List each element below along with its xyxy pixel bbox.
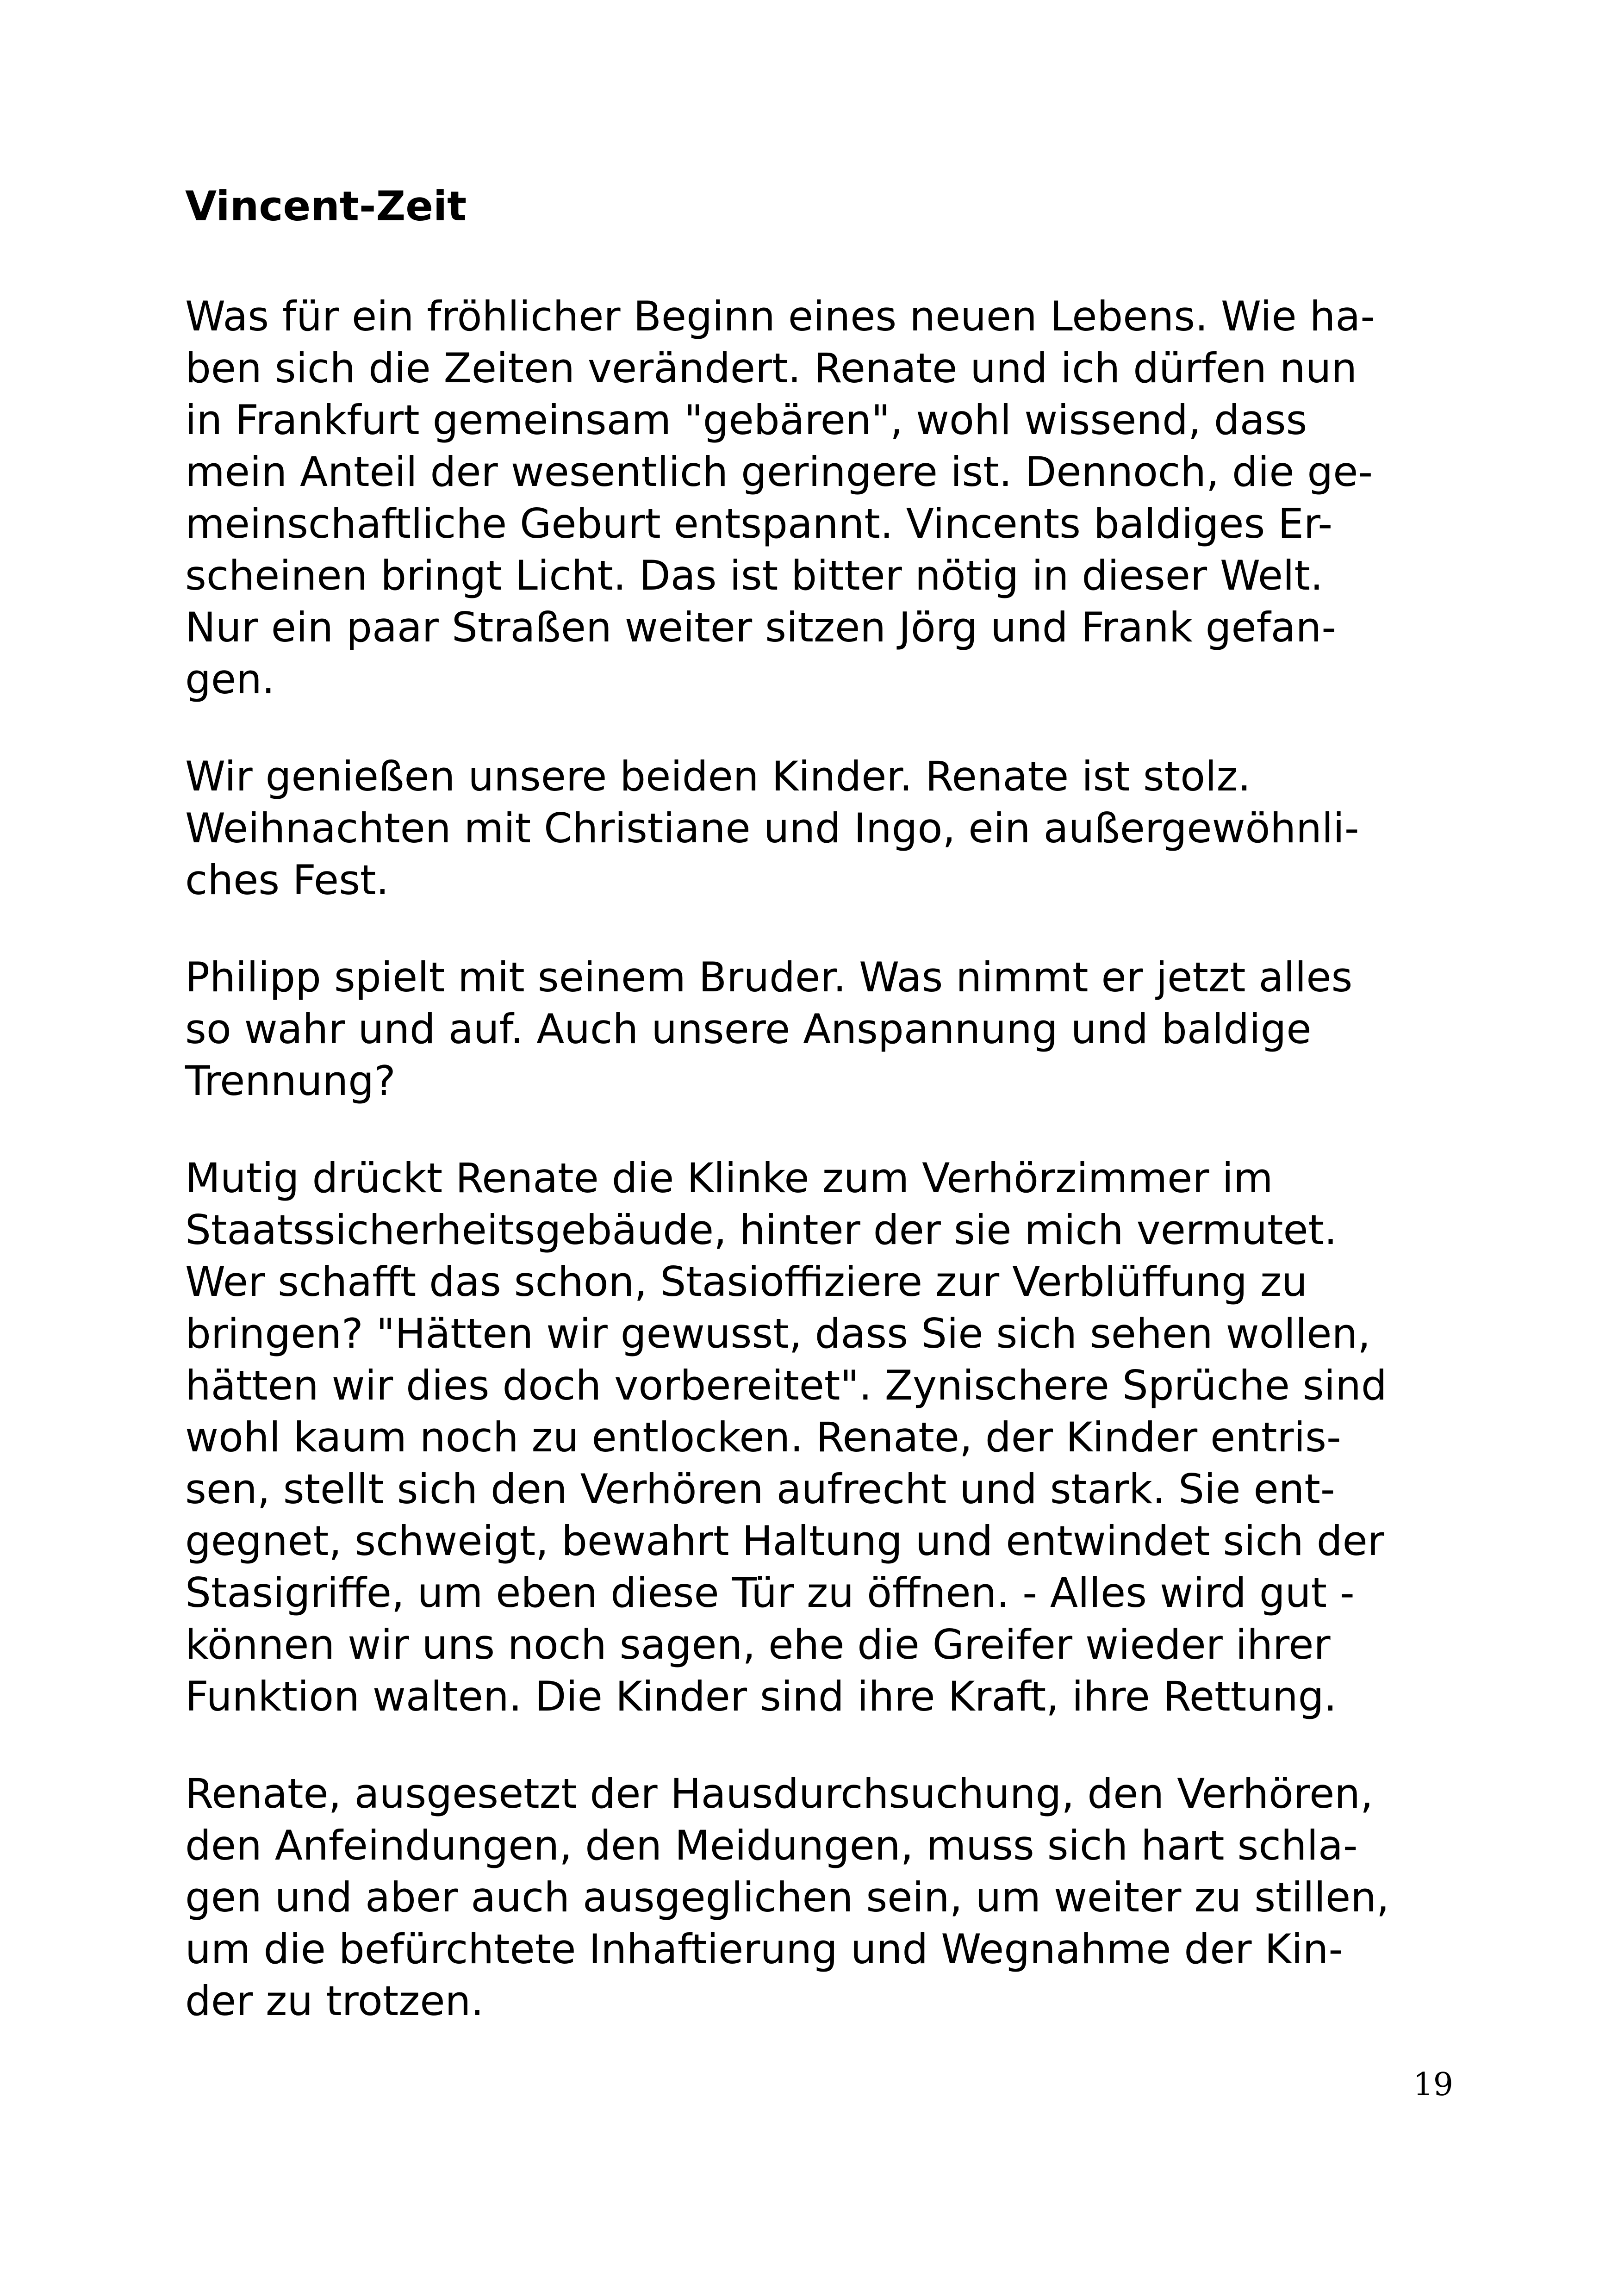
- text-line: Was für ein fröhlicher Beginn eines neuen Lebens. Wie ha-: [185, 292, 1375, 340]
- text-line: meinschaftliche Geburt entspannt. Vincents baldiges Er-: [185, 500, 1333, 548]
- paragraph: [185, 1768, 1453, 2027]
- text-line: so wahr und auf. Auch unsere Anspannung und baldige: [185, 1005, 1312, 1053]
- paragraph: [185, 1152, 1453, 1723]
- text-line: in Frankfurt gemeinsam "gebären", wohl wissend, dass: [185, 396, 1307, 444]
- text-line: wohl kaum noch zu entlocken. Renate, der Kinder entris-: [185, 1413, 1341, 1461]
- text-line: Philipp spielt mit seinem Bruder. Was nimmt er jetzt alles: [185, 953, 1353, 1001]
- paragraph: [185, 751, 1453, 906]
- text-line: der zu trotzen.: [185, 1977, 484, 2025]
- text-line: den Anfeindungen, den Meidungen, muss sich hart schla-: [185, 1822, 1358, 1869]
- chapter-title: Vincent-Zeit: [185, 182, 467, 230]
- text-line: Renate, ausgesetzt der Hausdurchsuchung, den Verhören,: [185, 1770, 1373, 1817]
- text-line: sen, stellt sich den Verhören aufrecht und stark. Sie ent-: [185, 1465, 1335, 1513]
- text-line: können wir uns noch sagen, ehe die Greifer wieder ihrer: [185, 1621, 1331, 1668]
- paragraph: [185, 952, 1453, 1107]
- text-line: gen.: [185, 655, 275, 703]
- text-line: bringen? "Hätten wir gewusst, dass Sie sich sehen wollen,: [185, 1310, 1371, 1357]
- text-line: scheinen bringt Licht. Das ist bitter nötig in dieser Welt.: [185, 552, 1323, 599]
- text-line: um die befürchtete Inhaftierung und Wegnahme der Kin-: [185, 1925, 1344, 1973]
- text-line: gen und aber auch ausgeglichen sein, um weiter zu stillen,: [185, 1873, 1389, 1921]
- text-line: Weihnachten mit Christiane und Ingo, ein außergewöhnli-: [185, 804, 1359, 852]
- text-line: Trennung?: [185, 1057, 396, 1105]
- text-line: Stasigriffe, um eben diese Tür zu öffnen. - Alles wird gut -: [185, 1569, 1355, 1617]
- text-line: ches Fest.: [185, 856, 389, 904]
- page-content: [185, 180, 1453, 2072]
- text-line: Wer schafft das schon, Stasioffiziere zur Verblüffung zu: [185, 1258, 1307, 1306]
- text-line: Nur ein paar Straßen weiter sitzen Jörg und Frank gefan-: [185, 604, 1337, 651]
- text-line: Funktion walten. Die Kinder sind ihre Kraft, ihre Rettung.: [185, 1673, 1337, 1720]
- paragraph: [185, 291, 1453, 705]
- text-line: Wir genießen unsere beiden Kinder. Renate ist stolz.: [185, 753, 1251, 800]
- text-line: hätten wir dies doch vorbereitet". Zynischere Sprüche sind: [185, 1362, 1387, 1409]
- text-line: ben sich die Zeiten verändert. Renate und ich dürfen nun: [185, 344, 1357, 392]
- body-text: [185, 291, 1453, 2027]
- page-number: 19: [1413, 2066, 1453, 2103]
- text-line: Staatssicherheitsgebäude, hinter der sie mich vermutet.: [185, 1206, 1338, 1254]
- text-line: mein Anteil der wesentlich geringere ist. Dennoch, die ge-: [185, 448, 1373, 496]
- text-line: gegnet, schweigt, bewahrt Haltung und entwindet sich der: [185, 1517, 1384, 1565]
- text-line: Mutig drückt Renate die Klinke zum Verhörzimmer im: [185, 1154, 1273, 1202]
